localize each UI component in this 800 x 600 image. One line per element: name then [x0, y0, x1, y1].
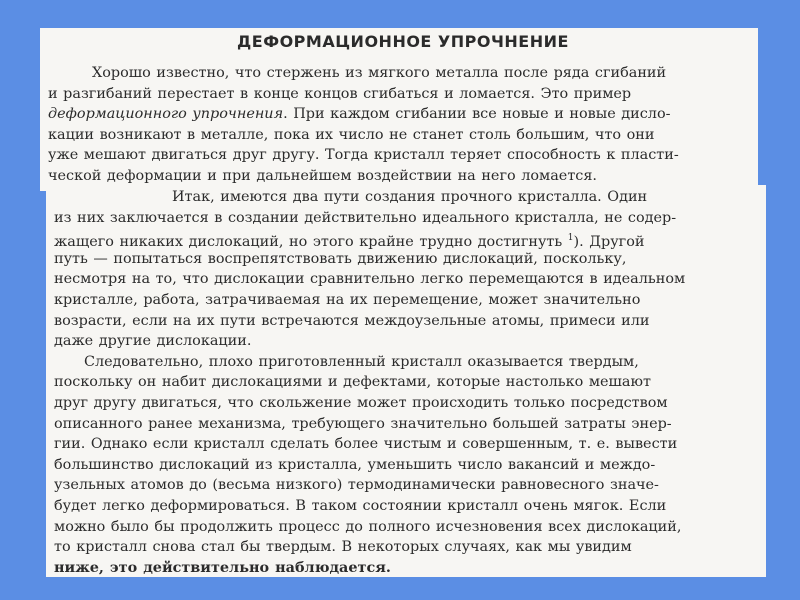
text-line — [54, 228, 758, 249]
text-line: Следовательно, плохо приготовленный кристалл оказывается твердым, — [84, 353, 639, 370]
text-line: поскольку он набит дислокациями и дефектами, которые настолько мешают — [54, 374, 652, 391]
scan-fragment-bottom — [46, 185, 766, 577]
text-line: ниже, это действительно наблюдается. — [54, 558, 391, 576]
text-line: Итак, имеются два пути создания прочного кристалла. Один — [172, 189, 648, 205]
section-heading: ДЕФОРМАЦИОННОЕ УПРОЧНЕНИЕ — [237, 32, 569, 51]
text-line-end: ). Другой — [573, 233, 645, 249]
text-line: друг другу двигаться, что скольжение может происходить только посредством — [54, 394, 668, 411]
italic-term: деформационного упрочнения — [48, 106, 284, 122]
text-line: несмотря на то, что дислокации сравнительно легко перемещаются в идеальном — [54, 271, 686, 288]
text-line: можно было бы продолжить процесс до полного исчезновения всех дислокаций, — [54, 518, 682, 535]
text-line: описанного ранее механизма, требующего значительно большей затраты энер- — [54, 415, 672, 432]
text-line: большинство дислокаций из кристалла, уменьшить число вакансий и междо- — [54, 456, 656, 473]
text-line: кристалле, работа, затрачиваемая на их перемещение, может значительно — [54, 291, 641, 308]
text-line — [48, 104, 758, 125]
text-line: и разгибаний перестает в конце концов сгибаться и ломается. Это пример — [48, 85, 632, 102]
text-line: даже другие дислокации. — [54, 333, 252, 350]
text-line: будет легко деформироваться. В таком состоянии кристалл очень мягок. Если — [54, 497, 667, 514]
text-line: из них заключается в создании действительно идеального кристалла, не содер- — [54, 209, 677, 226]
text-line: узельных атомов до (весьма низкого) термодинамически равновесного значе- — [54, 477, 659, 494]
text-line: то кристалл снова стал бы твердым. В некоторых случаях, как мы увидим — [54, 539, 632, 556]
scan-fragment-top — [40, 28, 758, 191]
text-line: кации возникают в металле, пока их число не станет столь большим, что они — [48, 126, 655, 143]
text-line: путь — попытаться воспрепятствовать движению дислокаций, поскольку, — [54, 250, 627, 267]
text-line-rest: . При каждом сгибании все новые и новые дисло- — [283, 106, 671, 122]
text-line-start: жащего никаких дислокаций, но этого крайне трудно достигнуть — [54, 233, 563, 249]
text-line: Хорошо известно, что стержень из мягкого металла после ряда сгибаний — [92, 65, 667, 81]
text-line: возрасти, если на их пути встречаются междоузельные атомы, примеси или — [54, 312, 650, 329]
text-line: уже мешают двигаться друг другу. Тогда кристалл теряет способность к пласти- — [48, 147, 679, 163]
text-line: гии. Однако если кристалл сделать более чистым и совершенным, т. е. вывести — [54, 436, 678, 453]
footnote-mark: 1 — [567, 233, 574, 244]
text-line: ческой деформации и при дальнейшем воздействии на него ломается. — [48, 167, 597, 184]
